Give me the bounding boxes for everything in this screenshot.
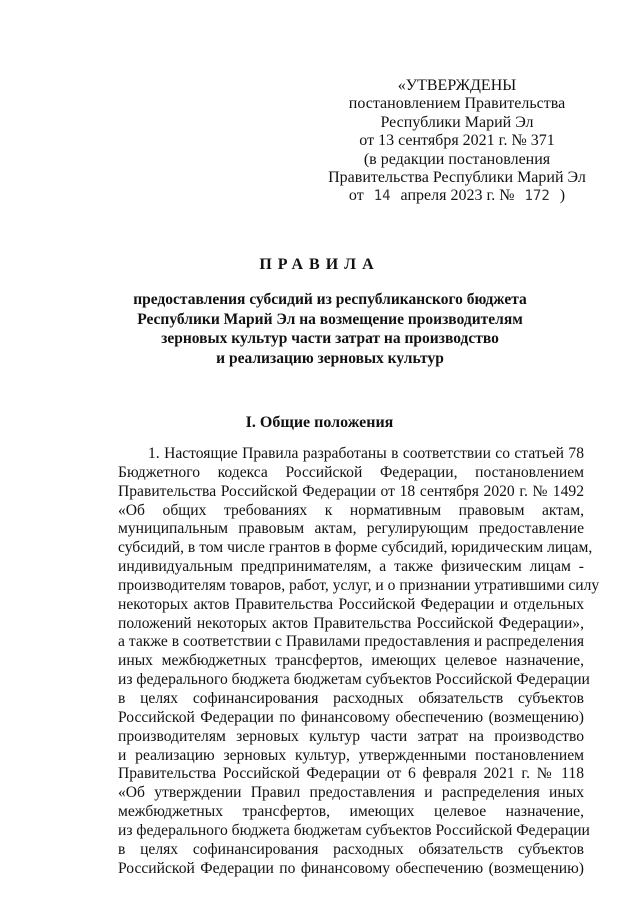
approval-stamp (322, 77, 592, 206)
body-line: индивидуальным предпринимателям, а также физическим лицам - (118, 558, 584, 576)
body-line: в целях софинансирования расходных обязательств субъектов (118, 840, 584, 858)
body-line: «Об утверждении Правил предоставления и распределения иных (118, 784, 584, 802)
body-line: а также в соответствии с Правилами предоставления и распределения (118, 633, 584, 651)
body-line: 1. Настоящие Правила разработаны в соответствии со статьей 78 (148, 445, 584, 462)
body-line: Российской Федерации по финансовому обеспечению (возмещению) (118, 859, 584, 877)
body-line: производителям товаров, работ, услуг, и о признании утратившими силу (118, 576, 600, 594)
body-line: иных межбюджетных трансфертов, имеющих целевое назначение, (118, 652, 584, 670)
section-heading: I. Общие положения (245, 414, 394, 431)
subtitle-line: и реализацию зерновых культур (216, 349, 444, 367)
approval-amendment-date (322, 187, 592, 205)
body-line: межбюджетных трансфертов, имеющих целевое назначение, (118, 803, 584, 821)
approval-line: постановлением Правительства (348, 95, 566, 113)
body-line: в целях софинансирования расходных обязательств субъектов (118, 689, 584, 707)
body-line: некоторых актов Правительства Российской Федерации и отдельных (118, 595, 584, 613)
approval-date-middle: апреля 2023 г. № (400, 187, 515, 205)
body-paragraph (118, 445, 600, 878)
body-line: Бюджетного кодекса Российской Федерации, постановлением (118, 463, 584, 481)
approval-line: Правительства Республики Марий Эл (328, 169, 586, 187)
body-line: производителям зерновых культур части затрат на производство (118, 727, 584, 745)
body-line: субсидий, в том числе грантов в форме субсидий, юридическим лицам, (118, 539, 593, 557)
approval-date-suffix: ) (559, 187, 566, 205)
approval-date-prefix: от (348, 187, 364, 205)
body-line: муниципальным правовым актам, регулирующим предоставление (118, 520, 584, 538)
document-subtitle (120, 290, 540, 368)
approval-line: от 13 сентября 2021 г. № 371 (359, 132, 555, 150)
body-line: Правительства Российской Федерации от 6 февраля 2021 г. № 118 (118, 765, 584, 783)
approval-line: (в редакции постановления (363, 150, 551, 168)
body-line: положений некоторых актов Правительства Российской Федерации», (118, 614, 584, 632)
approval-line: «УТВЕРЖДЕНЫ (397, 77, 517, 94)
body-line: и реализацию зерновых культур, утвержденными постановлением (118, 746, 584, 764)
document-title: ПРАВИЛА (259, 256, 380, 273)
subtitle-line: зерновых культур части затрат на производство (161, 330, 499, 347)
subtitle-line: Республики Марий Эл на возмещение производителям (137, 310, 523, 328)
approval-line: Республики Марий Эл (380, 113, 534, 131)
body-line: из федерального бюджета бюджетам субъектов Российской Федерации (118, 671, 590, 689)
handwritten-number: 172 (524, 188, 550, 205)
handwritten-day: 14 (373, 188, 391, 205)
body-line: Правительства Российской Федерации от 18 сентября 2020 г. № 1492 (118, 482, 584, 500)
subtitle-line: предоставления субсидий из республиканского бюджета (133, 291, 527, 308)
body-line: Российской Федерации по финансовому обеспечению (возмещению) (118, 708, 584, 726)
body-line: из федерального бюджета бюджетам субъектов Российской Федерации (118, 821, 590, 839)
body-line: «Об общих требованиях к нормативным правовым актам, (118, 501, 584, 519)
